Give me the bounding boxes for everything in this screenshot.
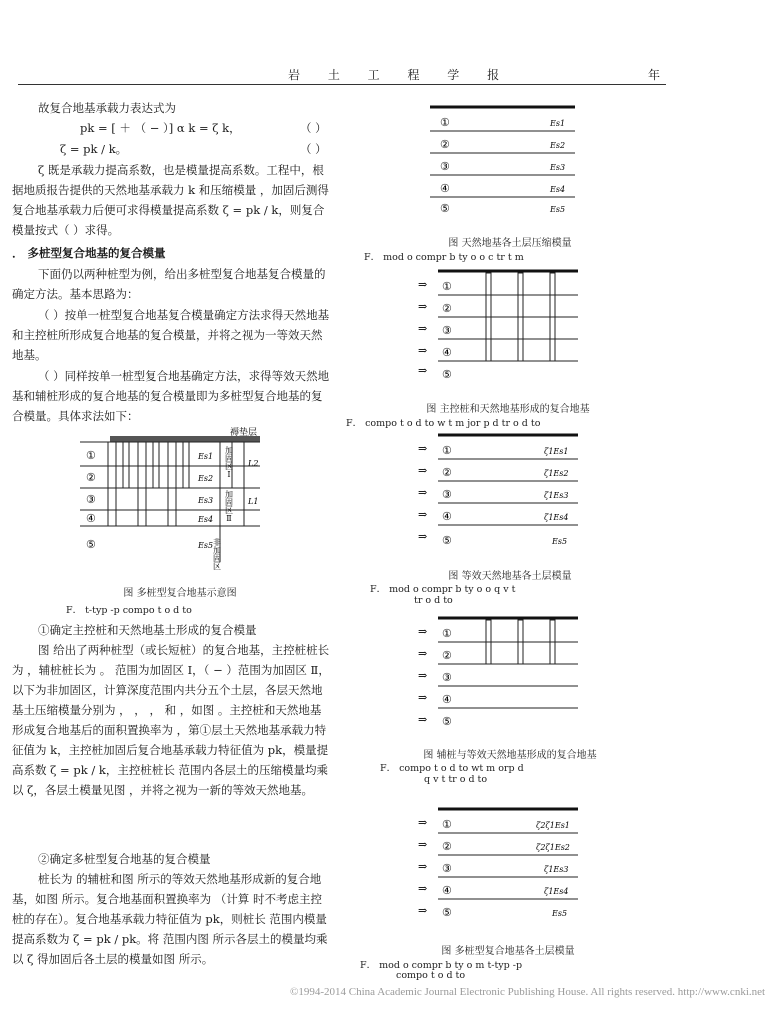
- arrow-icon: ⇒: [418, 647, 428, 660]
- arrow-icon: ⇒: [418, 364, 428, 377]
- paragraph-aux-pile: 桩长为 的辅桩和图 所示的等效天然地基形成新的复合地基，如图 所示。复合地基面积置换率为 （计算 时不考虑主控桩的存在）。复合地基承载力特征值为 pk，则桩长 范围内模量提高系数为 ζ = pk / pk。将 范围内图 所示各层土的模量均乘以 ζ 得加固后各土层的模量如图 所示。: [12, 872, 328, 966]
- layer-label: ①: [442, 280, 452, 293]
- modulus-label: Es1: [550, 119, 566, 128]
- layer-label: ⑤: [86, 538, 96, 551]
- aux-pile: [153, 442, 159, 488]
- arrow-icon: ⇒: [418, 838, 428, 851]
- modulus-label: Es3: [198, 496, 214, 505]
- arrow-icon: ⇒: [418, 278, 428, 291]
- layer-label: ③: [86, 493, 96, 506]
- main-pile: [108, 442, 116, 526]
- paragraph-step1: （ ）按单一桩型复合地基复合模量确定方法求得天然地基和主控桩所形成复合地基的复合模量，并将之视为一等效天然地基。: [12, 308, 330, 362]
- subheading-step2: ②确定多桩型复合地基的复合模量: [38, 852, 211, 866]
- modulus-label: Es1: [198, 452, 214, 461]
- figure-caption-cn: 图 天然地基各土层压缩模量: [448, 238, 572, 249]
- zone-2-label: 加固区Ⅱ: [224, 490, 234, 523]
- layer-label: ④: [442, 510, 452, 523]
- arrow-icon: ⇒: [418, 669, 428, 682]
- modulus-label: ζ1Es3: [544, 865, 569, 874]
- layer-label: ②: [442, 466, 452, 479]
- running-header: [18, 62, 666, 85]
- arrow-icon: ⇒: [418, 860, 428, 873]
- figure-caption-cn: 图 多桩型复合地基示意图: [123, 588, 237, 599]
- figure-caption-en: tr o d to: [414, 595, 453, 606]
- figure-caption-en: compo t o d to: [396, 970, 466, 981]
- layer-label: ③: [440, 160, 450, 173]
- layer-label: ②: [442, 649, 452, 662]
- figure-caption-en: F． compo t o d to w t m jor p d tr o d to: [346, 418, 541, 429]
- layer-label: ④: [442, 693, 452, 706]
- modulus-label: Es4: [550, 185, 566, 194]
- layer-label: ③: [442, 671, 452, 684]
- aux-pile-composite-diagram: [418, 615, 583, 735]
- arrow-icon: ⇒: [418, 882, 428, 895]
- modulus-label: Es3: [550, 163, 566, 172]
- arrow-icon: ⇒: [418, 442, 428, 455]
- zone-nonreinforced: 非加固区: [212, 538, 222, 570]
- arrow-icon: ⇒: [418, 713, 428, 726]
- modulus-label: Es5: [552, 909, 568, 918]
- arrow-icon: ⇒: [418, 816, 428, 829]
- layer-label: ②: [442, 302, 452, 315]
- modulus-label: ζ1Es4: [544, 887, 569, 896]
- figure-caption-cn: 图 主控桩和天然地基形成的复合地基: [426, 404, 590, 415]
- modulus-label: Es5: [550, 205, 566, 214]
- length-l2: L2: [248, 459, 259, 468]
- subheading-step1: ①确定主控桩和天然地基土形成的复合模量: [38, 623, 257, 637]
- arrow-icon: ⇒: [418, 486, 428, 499]
- layer-label: ②: [86, 471, 96, 484]
- aux-pile: [123, 442, 129, 488]
- journal-name: 岩 土 工 程 学 报: [288, 68, 512, 82]
- paragraph-method: 下面仍以两种桩型为例，给出多桩型复合地基复合模量的确定方法。基本思路为：: [12, 267, 326, 301]
- arrow-icon: ⇒: [418, 691, 428, 704]
- arrow-icon: ⇒: [418, 904, 428, 917]
- modulus-label: Es2: [550, 141, 566, 150]
- figure-caption-en: F． mod o compr b ty o o c tr t m: [364, 252, 524, 263]
- paragraph-zeta: ζ 既是承载力提高系数，也是模量提高系数。工程中，根据地质报告提供的天然地基承载力 k 和压缩模量 ，加固后测得复合地基承载力后便可求得模量提高系数 ζ = pk / k，则复合模量按式（ ）求得。: [12, 163, 329, 237]
- layer-label: ④: [86, 512, 96, 525]
- intro-text: 故复合地基承载力表达式为: [38, 101, 176, 115]
- equivalent-ground-diagram: [418, 432, 583, 552]
- paragraph-main-pile: 图 给出了两种桩型（或长短桩）的复合地基，主控桩桩长为 ，辅桩桩长为 。 范围为加固区 Ⅰ，（ − ）范围为加固区 Ⅱ， 以下为非加固区，计算深度范围内共分五个土层，各层天然地基土压缩模量分别为 ， ， ， 和 ，如图 。主控桩和天然地基形成复合地基后的面积置换率为 ，第①层土天然地基承载力特征值为 k，主控桩加固后复合地基承载力特征值为 pk，模量提高系数 ζ = pk / k，主控桩桩长 范围内各层土的压缩模量均乘以 ζ，各层土模量见图 ，并将之视为一新的等效天然地基。: [12, 643, 330, 797]
- figure-caption-en: F． t-typ -p compo t o d to: [66, 605, 192, 616]
- layer-label: ①: [440, 116, 450, 129]
- figure-caption-en: F． mod o compr b ty o m t-typ -p: [360, 960, 523, 971]
- modulus-label: ζ2ζ1Es2: [536, 843, 570, 852]
- section-heading: ． 多桩型复合地基的复合模量: [12, 246, 166, 260]
- copyright-footer: ©1994-2014 China Academic Journal Electronic Publishing House. All rights reserved. http://www.cnki.net: [290, 986, 765, 998]
- arrow-icon: ⇒: [418, 300, 428, 313]
- cushion-label: 褥垫层: [230, 428, 258, 438]
- equation-1: pk = [ ＋ （ − ）] α k = ζ k，: [80, 121, 241, 135]
- layer-label: ⑤: [442, 368, 452, 381]
- layer-label: ①: [442, 627, 452, 640]
- arrow-icon: ⇒: [418, 344, 428, 357]
- layer-label: ②: [442, 840, 452, 853]
- modulus-label: ζ1Es3: [544, 491, 569, 500]
- final-moduli-diagram: [418, 806, 583, 926]
- modulus-label: Es2: [198, 474, 214, 483]
- modulus-label: ζ1Es2: [544, 469, 569, 478]
- header-year: 年: [647, 68, 660, 82]
- layer-label: ④: [440, 182, 450, 195]
- layer-label: ①: [86, 449, 96, 462]
- layer-label: ⑤: [442, 534, 452, 547]
- layer-label: ⑤: [440, 202, 450, 215]
- multi-pile-diagram: [80, 426, 310, 570]
- arrow-icon: ⇒: [418, 322, 428, 335]
- zone-1-label: 加固区Ⅰ: [224, 446, 234, 479]
- layer-label: ②: [440, 138, 450, 151]
- layer-label: ③: [442, 862, 452, 875]
- figure-caption-cn: 图 等效天然地基各土层模量: [448, 571, 572, 582]
- layer-label: ①: [442, 818, 452, 831]
- arrow-icon: ⇒: [418, 508, 428, 521]
- layer-label: ①: [442, 444, 452, 457]
- modulus-label: ζ1Es4: [544, 513, 569, 522]
- equation-1-number: （ ）: [300, 121, 327, 135]
- arrow-icon: ⇒: [418, 530, 428, 543]
- figure-caption-en: q v t tr o d to: [424, 774, 488, 785]
- figure-caption-en: F． mod o compr b ty o o q v t: [370, 584, 516, 595]
- layer-label: ③: [442, 488, 452, 501]
- modulus-label: Es5: [198, 541, 214, 550]
- modulus-label: ζ1Es1: [544, 447, 569, 456]
- modulus-label: ζ2ζ1Es1: [536, 821, 570, 830]
- natural-ground-diagram: [430, 104, 580, 216]
- modulus-label: Es4: [198, 515, 214, 524]
- main-pile-composite-diagram: [418, 268, 583, 386]
- aux-pile: [183, 442, 189, 488]
- layer-label: ⑤: [442, 715, 452, 728]
- figure-caption-cn: 图 多桩型复合地基各土层模量: [441, 946, 575, 957]
- arrow-icon: ⇒: [418, 625, 428, 638]
- main-pile: [138, 442, 146, 526]
- layer-label: ④: [442, 884, 452, 897]
- layer-label: ⑤: [442, 906, 452, 919]
- equation-2-number: （ ）: [300, 142, 327, 156]
- layer-label: ③: [442, 324, 452, 337]
- figure-caption-en: F． compo t o d to wt m orp d: [380, 763, 524, 774]
- arrow-icon: ⇒: [418, 464, 428, 477]
- paragraph-step2: （ ）同样按单一桩型复合地基确定方法，求得等效天然地基和辅桩形成的复合地基的复合模量即为多桩型复合地基的复合模量。具体求法如下：: [12, 369, 330, 423]
- layer-label: ④: [442, 346, 452, 359]
- modulus-label: Es5: [552, 537, 568, 546]
- figure-caption-cn: 图 辅桩与等效天然地基形成的复合地基: [423, 750, 597, 761]
- length-l1: L1: [248, 497, 259, 506]
- main-pile: [168, 442, 176, 526]
- equation-2: ζ = pk / k。: [60, 142, 128, 156]
